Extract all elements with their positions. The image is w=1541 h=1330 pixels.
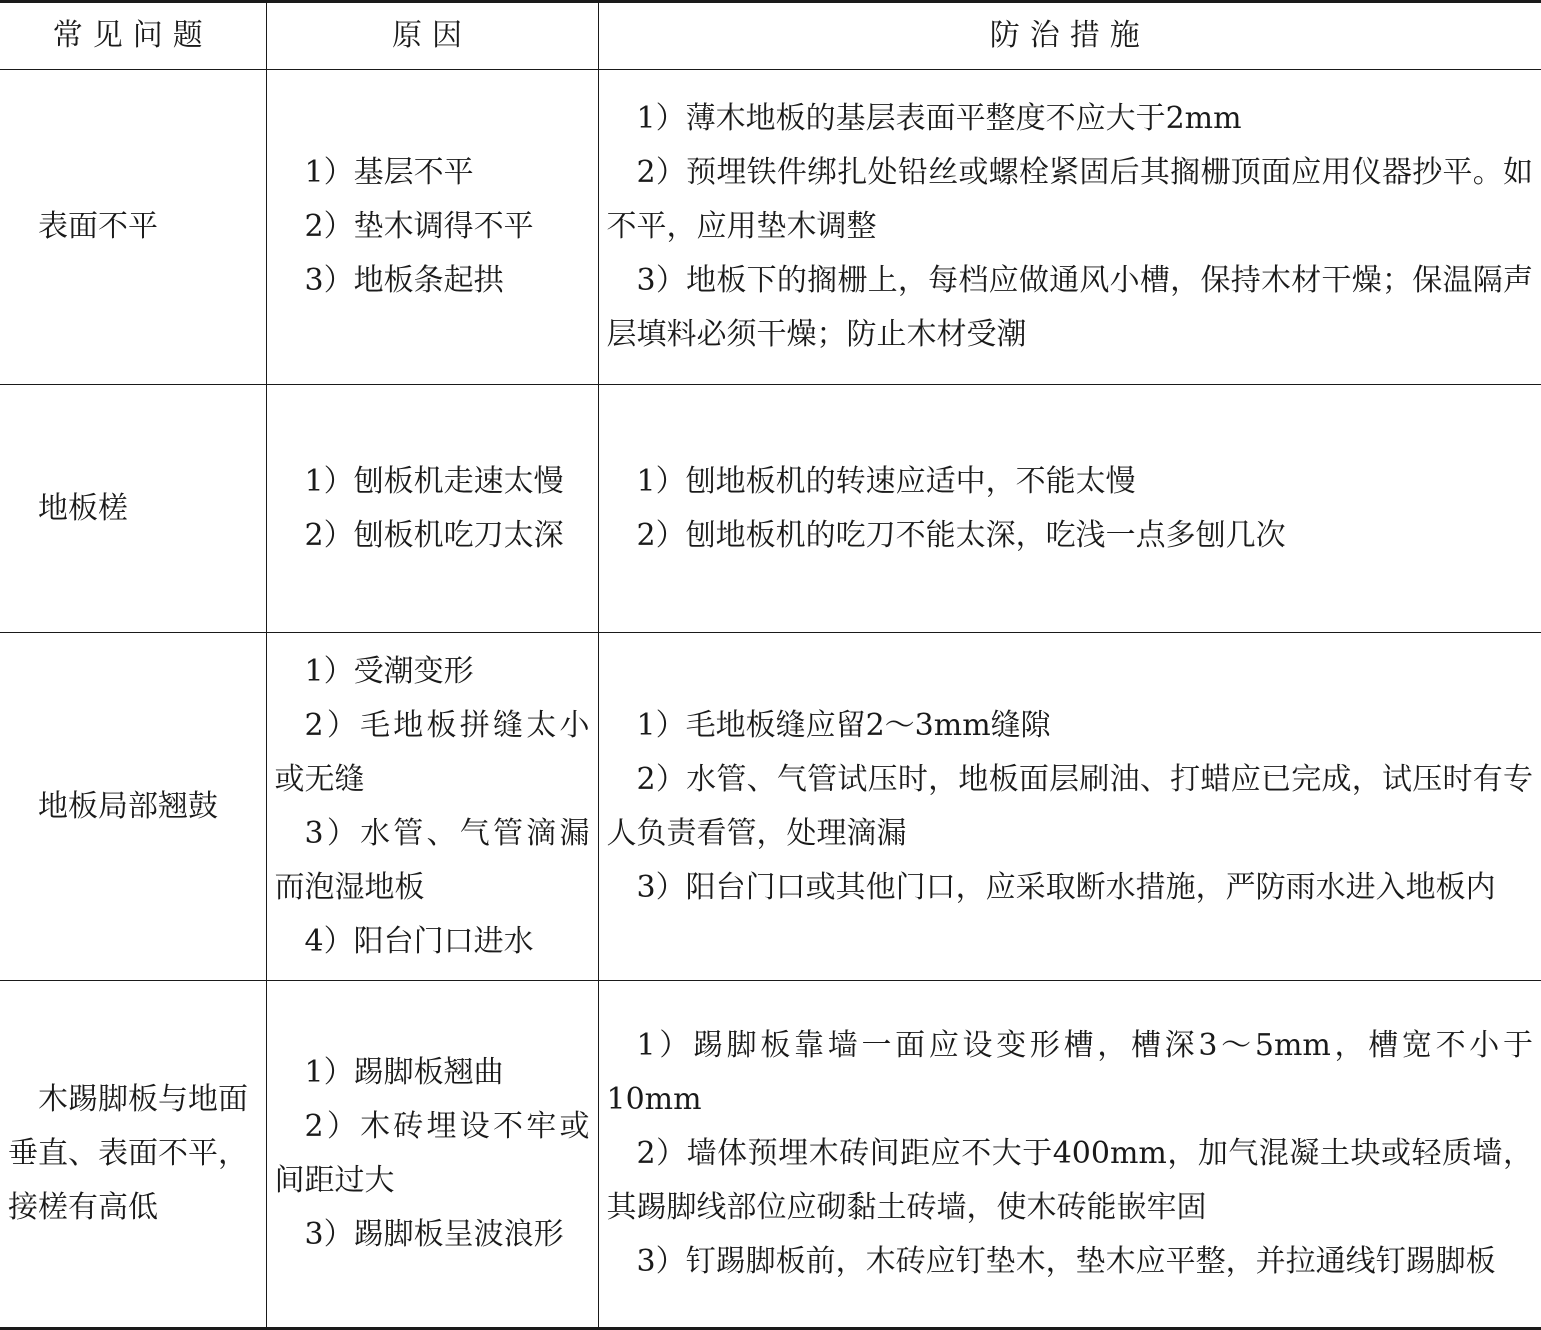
problem-text: 木踢脚板与地面垂直、表面不平，接槎有高低 <box>8 1082 248 1225</box>
measure-item: 3）地板下的搁栅上，每档应做通风小槽，保持木材干燥；保温隔声层填料必须干燥；防止木材受潮 <box>606 263 1533 352</box>
problem-cell <box>0 981 266 1329</box>
measure-item: 2）墙体预埋木砖间距应不大于400mm，加气混凝土块或轻质墙，其踢脚线部位应砌黏土砖墙，使木砖能嵌牢固 <box>606 1136 1533 1225</box>
measure-item: 1）刨地板机的转速应适中，不能太慢 <box>636 463 1136 499</box>
measure-item: 2）水管、气管试压时，地板面层刷油、打蜡应已完成，试压时有专人负责看管，处理滴漏 <box>606 761 1533 851</box>
measure-cell <box>598 70 1541 385</box>
cause-cell <box>266 633 598 981</box>
cause-item: 1）受潮变形 <box>304 653 474 689</box>
table-row <box>0 981 1541 1329</box>
measure-item: 1）薄木地板的基层表面平整度不应大于2mm <box>636 101 1242 136</box>
cause-item: 4）阳台门口进水 <box>304 923 534 959</box>
problem-text: 表面不平 <box>38 209 158 244</box>
cause-cell <box>266 981 598 1329</box>
measure-item: 2）预埋铁件绑扎处铅丝或螺栓紧固后其搁栅顶面应用仪器抄平。如不平，应用垫木调整 <box>606 155 1533 244</box>
cause-item: 3）踢脚板呈波浪形 <box>304 1217 564 1252</box>
cause-item: 2）垫木调得不平 <box>304 209 534 244</box>
measure-item: 1）踢脚板靠墙一面应设变形槽，槽深3～5mm，槽宽不小于10mm <box>606 1028 1533 1117</box>
cause-item: 1）基层不平 <box>304 155 474 190</box>
problem-cell <box>0 633 266 981</box>
problem-text: 地板局部翘鼓 <box>38 788 218 824</box>
header-row <box>0 2 1541 70</box>
problem-cell <box>0 385 266 633</box>
measure-cell <box>598 981 1541 1329</box>
cause-item: 3）水管、气管滴漏而泡湿地板 <box>274 815 590 905</box>
problem-cell <box>0 70 266 385</box>
measure-item: 3）钉踢脚板前，木砖应钉垫木，垫木应平整，并拉通线钉踢脚板 <box>636 1244 1496 1279</box>
header-problem: 常见问题 <box>0 2 266 70</box>
measure-cell <box>598 385 1541 633</box>
measure-item: 1）毛地板缝应留2～3mm缝隙 <box>636 707 1051 743</box>
measure-item: 2）刨地板机的吃刀不能太深，吃浅一点多刨几次 <box>636 517 1286 553</box>
header-cause: 原因 <box>266 2 598 70</box>
cause-item: 2）刨板机吃刀太深 <box>304 517 564 553</box>
measure-item: 3）阳台门口或其他门口，应采取断水措施，严防雨水进入地板内 <box>636 869 1496 905</box>
cause-item: 2）毛地板拼缝太小或无缝 <box>274 707 590 797</box>
cause-cell <box>266 385 598 633</box>
measure-cell <box>598 633 1541 981</box>
table-row <box>0 633 1541 981</box>
cause-item: 1）刨板机走速太慢 <box>304 463 564 499</box>
cause-cell <box>266 70 598 385</box>
cause-item: 3）地板条起拱 <box>304 263 504 298</box>
header-measures: 防治措施 <box>598 2 1541 70</box>
problem-text: 地板槎 <box>38 490 128 526</box>
cause-item: 2）木砖埋设不牢或间距过大 <box>274 1109 590 1198</box>
cause-item: 1）踢脚板翘曲 <box>304 1055 504 1090</box>
table-row <box>0 70 1541 385</box>
table-row <box>0 385 1541 633</box>
